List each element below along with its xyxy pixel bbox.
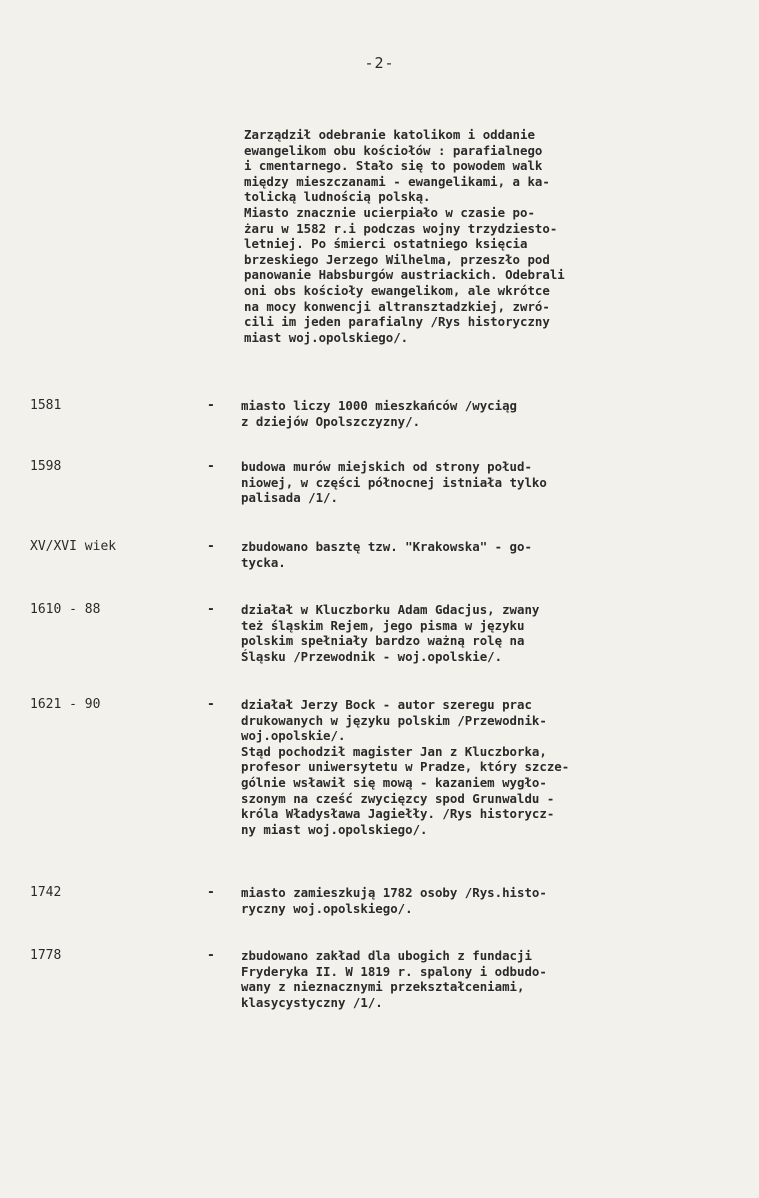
- entry-text: działał w Kluczborku Adam Gdacjus, zwany też śląskim Rejem, jego pisma w języku polskim spełniały bardzo ważną rolę na Śląsku /Przewodnik - woj.opolskie/.: [241, 602, 540, 664]
- entry-dash: -: [207, 539, 215, 554]
- entry-dash: -: [207, 697, 215, 712]
- entry-dash: -: [207, 948, 215, 963]
- entry-date: 1598: [30, 459, 62, 474]
- entry-dash: -: [207, 398, 215, 413]
- entry-dash: -: [207, 885, 215, 900]
- entry-date: XV/XVI wiek: [30, 539, 117, 554]
- entry-date: 1742: [30, 885, 62, 900]
- entry-dash: -: [207, 602, 215, 617]
- entry-text: miasto liczy 1000 mieszkańców /wyciąg z dziejów Opolszczyzny/.: [241, 398, 518, 429]
- entry-date: 1610 - 88: [30, 602, 101, 617]
- entry-text: miasto zamieszkują 1782 osoby /Rys.histo- ryczny woj.opolskiego/.: [241, 885, 547, 916]
- entry-text: budowa murów miejskich od strony połud- niowej, w części północnej istniała tylko palisada /1/.: [241, 459, 547, 506]
- entry-date: 1581: [30, 398, 62, 413]
- page-number: -2-: [364, 54, 395, 72]
- entry-date: 1778: [30, 948, 62, 963]
- entry-text: zbudowano basztę tzw. "Krakowska" - go- tycka.: [241, 539, 532, 570]
- entry-dash: -: [207, 459, 215, 474]
- entry-text: działał Jerzy Bock - autor szeregu prac drukowanych w języku polskim /Przewodnik- woj.opolskie/. Stąd pochodził magister Jan z Kluczborka, profesor uniwersytetu w Pradze, który szcze- gólnie wsławił się mową - kazaniem wygło- szonym na cześć zwycięzcy spod Grunwaldu - króla Władysława Jagiełły. /Rys historycz- ny miast woj.opolskiego/.: [241, 697, 570, 837]
- entry-text: zbudowano zakład dla ubogich z fundacji Fryderyka II. W 1819 r. spalony i odbudo- wany z nieznacznymi przekształceniami, klasycystyczny /1/.: [241, 948, 547, 1010]
- intro-paragraph: Zarządził odebranie katolikom i oddanie ewangelikom obu kościołów : parafialnego i cmentarnego. Stało się to powodem walk między mieszczanami - ewangelikami, a ka- tolicką ludnością polską. Miasto znacznie ucierpiało w czasie po- żaru w 1582 r.i podczas wojny trzydziesto- letniej. Po śmierci ostatniego księcia brzeskiego Jerzego Wilhelma, przeszło pod panowanie Habsburgów austriackich. Odebrali oni obs kościoły ewangelikom, ale wkrótce na mocy konwencji altransztadzkiej, zwró- cili im jeden parafialny /Rys historyczny miast woj.opolskiego/.: [244, 127, 565, 345]
- entry-date: 1621 - 90: [30, 697, 101, 712]
